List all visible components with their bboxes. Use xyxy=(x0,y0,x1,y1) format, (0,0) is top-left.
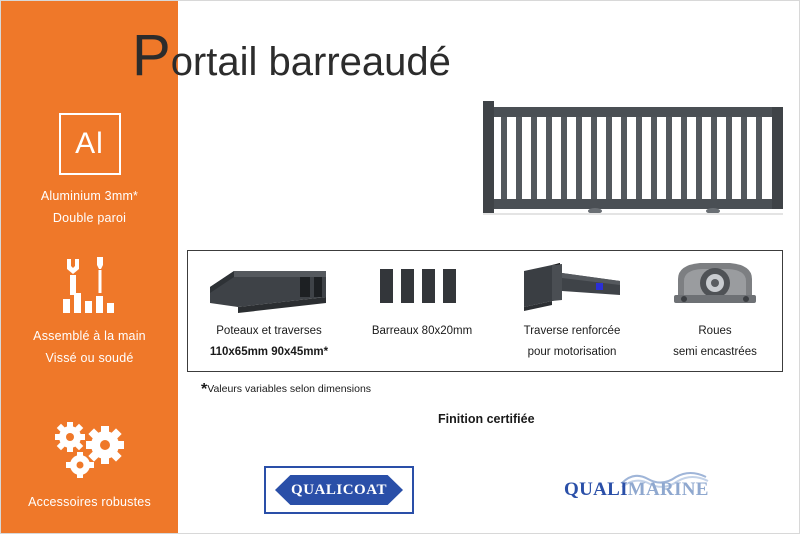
qualimarine-logo-text xyxy=(564,479,709,501)
traverse-renforcee-image xyxy=(496,257,648,319)
sidebar-caption-aluminium-1: Aluminium 3mm* xyxy=(40,189,139,203)
barreaux-image xyxy=(348,257,496,319)
component-label-traverse-1: Traverse renforcée xyxy=(523,325,621,337)
page-title-initial: P xyxy=(132,23,171,88)
component-label-poteaux-1: Poteaux et traverses xyxy=(216,325,322,337)
sidebar-item-accessoires xyxy=(1,419,178,513)
roues-image xyxy=(648,257,782,319)
component-poteaux-traverses xyxy=(190,251,348,373)
poteaux-traverses-image xyxy=(190,257,348,319)
component-label-poteaux-2: 110x65mm 90x45mm* xyxy=(209,346,329,358)
qualimarine-text-part1: QUALI xyxy=(564,479,628,500)
sidebar-caption-assemblage-1: Assemblé à la main xyxy=(33,329,146,343)
components-box xyxy=(187,250,783,372)
footnote-text: Valeurs variables selon dimensions xyxy=(207,383,372,395)
component-label-roues-1: Roues xyxy=(698,325,732,337)
component-label-barreaux-1: Barreaux 80x20mm xyxy=(371,325,473,337)
sidebar-item-aluminium xyxy=(1,113,178,229)
component-traverse-renforcee xyxy=(496,251,648,373)
component-barreaux xyxy=(348,251,496,373)
certification-heading: Finition certifiée xyxy=(438,412,535,426)
sidebar-caption-accessoires-1: Accessoires robustes xyxy=(28,495,151,509)
page-title-rest: ortail barreaudé xyxy=(170,40,451,84)
gate-photo xyxy=(475,101,790,221)
page-title xyxy=(132,23,451,88)
footnote xyxy=(201,381,371,399)
gears-icon xyxy=(1,419,178,483)
qualimarine-logo xyxy=(564,471,714,511)
footnote-star: * xyxy=(201,381,208,398)
sidebar-item-assemblage xyxy=(1,253,178,369)
component-roues xyxy=(648,251,782,373)
sidebar-caption-aluminium-2: Double paroi xyxy=(52,211,127,225)
sidebar-caption-assemblage-2: Vissé ou soudé xyxy=(45,351,134,365)
component-label-traverse-2: pour motorisation xyxy=(527,346,617,358)
component-label-roues-2: semi encastrées xyxy=(673,346,757,358)
tools-wrench-icon xyxy=(1,253,178,317)
aluminium-badge-icon xyxy=(59,113,121,175)
qualimarine-text-part2: MARINE xyxy=(627,479,709,500)
qualicoat-logo-text: QUALICOAT xyxy=(291,481,387,498)
aluminium-badge-label: Al xyxy=(75,127,104,160)
qualicoat-logo xyxy=(264,466,414,514)
